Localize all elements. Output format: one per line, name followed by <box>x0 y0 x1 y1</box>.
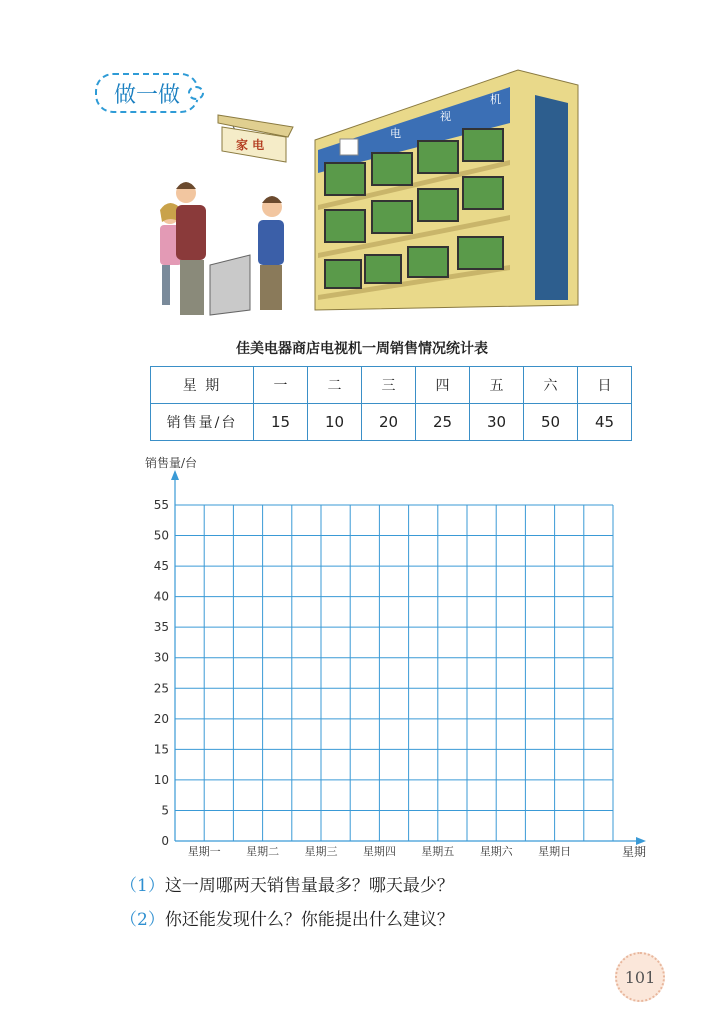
table-cell-value: 30 <box>470 404 524 441</box>
x-tick-label: 星期三 <box>304 845 338 858</box>
y-tick-label: 5 <box>161 803 169 818</box>
table-cell-day: 二 <box>308 367 362 404</box>
question-1-text: 这一周哪两天销售量最多？哪天最少？ <box>164 876 454 896</box>
table-cell-value: 15 <box>254 404 308 441</box>
y-axis-arrow <box>171 470 179 480</box>
y-axis-label: 销售量/台 <box>145 456 198 470</box>
table-cell-day: 三 <box>362 367 416 404</box>
y-tick-label: 45 <box>153 559 169 574</box>
table-title: 佳美电器商店电视机一周销售情况统计表 <box>236 341 488 357</box>
x-tick-label: 星期二 <box>246 845 280 858</box>
question-2-number: （2） <box>120 910 165 930</box>
table-cell-value: 20 <box>362 404 416 441</box>
table-cell-day: 日 <box>578 367 632 404</box>
question-1 <box>120 871 454 896</box>
table-cell-value: 25 <box>416 404 470 441</box>
y-tick-label: 20 <box>153 711 169 726</box>
x-tick-label: 星期四 <box>362 845 396 858</box>
x-tick-label: 星期一 <box>187 845 221 858</box>
y-tick-label: 40 <box>153 589 169 604</box>
table-cell-day: 四 <box>416 367 470 404</box>
x-tick-label: 星期六 <box>479 845 513 858</box>
table-cell-day: 六 <box>524 367 578 404</box>
y-tick-label: 15 <box>153 742 169 757</box>
x-axis-arrow <box>636 837 646 845</box>
question-1-number: （1） <box>120 876 165 896</box>
y-tick-label: 35 <box>153 620 169 635</box>
table-cell-value: 50 <box>524 404 578 441</box>
page-number-text: 101 <box>624 967 656 987</box>
page-number <box>615 952 665 1002</box>
x-tick-label: 星期五 <box>421 845 455 858</box>
row-header-day: 星 期 <box>151 367 254 404</box>
table-cell-value: 10 <box>308 404 362 441</box>
table-cell-day: 五 <box>470 367 524 404</box>
y-tick-label: 10 <box>153 772 169 787</box>
wall-sign-char-3: 机 <box>490 93 501 106</box>
wall-sign-char-1: 电 <box>390 127 401 140</box>
wall-sign-char-2: 视 <box>440 110 451 123</box>
section-badge-label: 做一做 <box>113 82 180 108</box>
y-tick-label: 25 <box>153 681 169 696</box>
question-2-text: 你还能发现什么？你能提出什么建议？ <box>164 910 454 930</box>
y-tick-label: 50 <box>153 528 169 543</box>
row-header-sales: 销售量/台 <box>151 404 254 441</box>
x-axis-label: 星期 <box>622 845 647 859</box>
table-cell-value: 45 <box>578 404 632 441</box>
shop-sign-text: 家 电 <box>236 138 265 152</box>
table-cell-day: 一 <box>254 367 308 404</box>
y-tick-label: 0 <box>161 834 169 848</box>
question-2 <box>120 905 454 930</box>
y-tick-label: 30 <box>153 650 169 665</box>
x-tick-label: 星期日 <box>538 845 572 858</box>
y-tick-label: 55 <box>153 498 169 512</box>
